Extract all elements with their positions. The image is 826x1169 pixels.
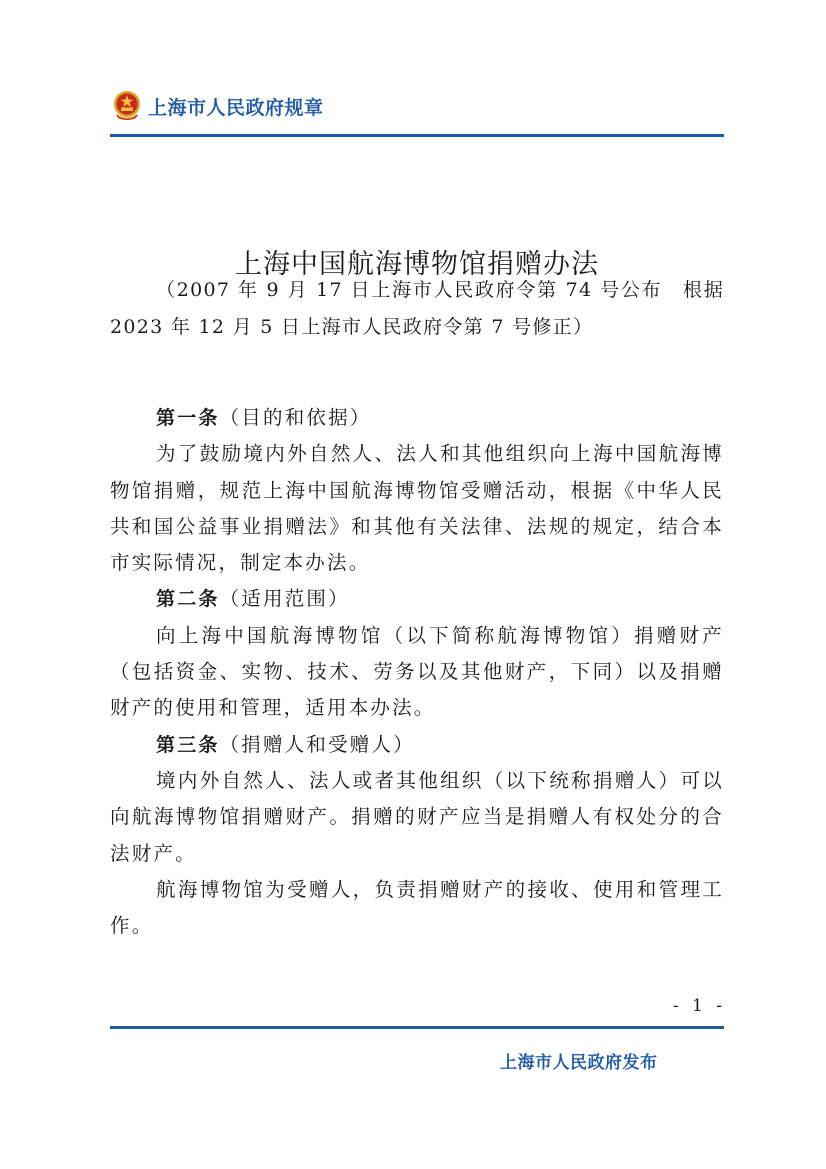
article-paragraph: 向上海中国航海博物馆（以下简称航海博物馆）捐赠财产（包括资金、实物、技术、劳务以及其他财产，下同）以及捐赠财产的使用和管理，适用本办法。 — [110, 623, 724, 720]
page-number: - 1 - — [672, 996, 726, 1016]
article-heading-text: （捐赠人和受赠人） — [219, 732, 415, 756]
document-header — [112, 88, 324, 124]
header-title: 上海市人民政府规章 — [148, 96, 324, 119]
document-body — [110, 400, 724, 944]
document-title: 上海中国航海博物馆捐赠办法 — [235, 249, 599, 281]
footer-divider — [110, 1026, 724, 1029]
article-paragraph: 为了鼓励境内外自然人、法人和其他组织向上海中国航海博物馆捐赠，规范上海中国航海博物馆受赠活动，根据《中华人民共和国公益事业捐赠法》和其他有关法律、法规的规定，结合本市实际情况，制定本办法。 — [110, 442, 724, 575]
footer-publisher: 上海市人民政府发布 — [500, 1053, 658, 1073]
article-heading — [110, 727, 724, 763]
article-label: 第三条 — [156, 733, 220, 756]
article-heading-text: （目的和依据） — [219, 406, 372, 429]
article-heading — [110, 400, 724, 436]
article-paragraph: 境内外自然人、法人或者其他组织（以下统称捐赠人）可以向航海博物馆捐赠财产。捐赠的财产应当是捐赠人有权处分的合法财产。 — [110, 768, 724, 865]
national-emblem-icon — [112, 90, 142, 122]
article-heading-text: （适用范围） — [219, 587, 350, 611]
article-heading — [110, 581, 724, 617]
article-label: 第一条 — [156, 407, 220, 429]
header-divider — [110, 134, 724, 137]
article-label: 第二条 — [156, 588, 220, 611]
document-subtitle: （2007 年 9 月 17 日上海市人民政府令第 74 号公布 根据 2023 年 12 月 5 日上海市人民政府令第 7 号修正） — [110, 279, 724, 338]
article-paragraph: 航海博物馆为受赠人，负责捐赠财产的接收、使用和管理工作。 — [110, 877, 724, 938]
